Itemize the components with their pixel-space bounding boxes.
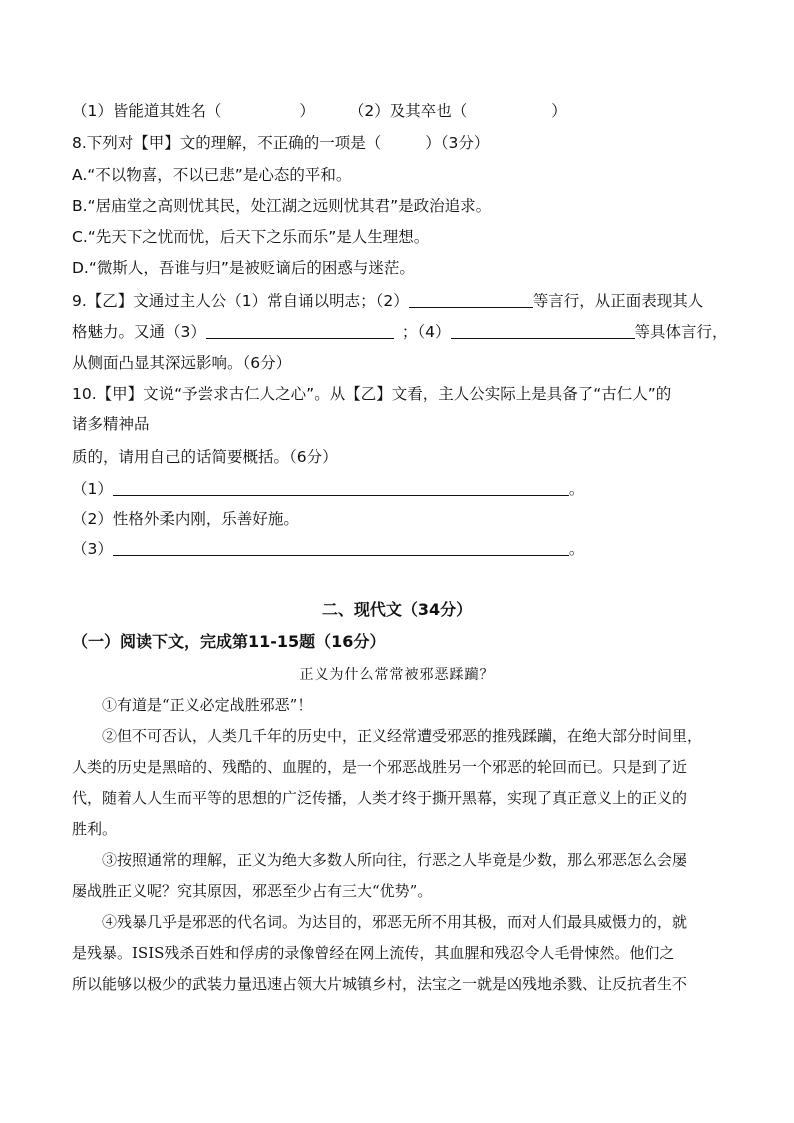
paragraph-line: 所以能够以极少的武装力量迅速占领大片城镇乡村，法宝之一就是凶残地杀戮、让反抗者生不: [72, 975, 688, 993]
paragraph-line: ②但不可否认，人类几千年的历史中，正义经常遭受邪恶的推残蹂躏，在绝大部分时间里，: [102, 727, 703, 745]
q7-part1-label: （1）皆能道其姓名（: [72, 102, 222, 120]
q9-blank-2[interactable]: [409, 291, 533, 308]
q8-option-c: C.“先天下之忧而忧，后天下之乐而乐”是人生理想。: [72, 228, 430, 246]
article-paragraph-2: [72, 721, 722, 845]
q9-blank-4[interactable]: [451, 322, 635, 339]
article-paragraph-3: [72, 845, 722, 907]
paragraph-line: ③按照通常的理解，正义为绝大多数人所向往，行恶之人毕竟是少数，那么邪恶怎么会屡: [102, 851, 688, 869]
article-title: 正义为什么常常被邪恶蹂躏？: [299, 667, 495, 683]
q10-line3: 质的，请用自己的话简要概括。（6分）: [72, 448, 338, 466]
q10-item2: （2）性格外柔内刚，乐善好施。: [72, 510, 299, 528]
q9-line2: 格魅力。又通（3） ；（4） 等具体言行，: [72, 323, 728, 341]
article-paragraph-1: [72, 690, 722, 721]
paragraph-line: 屡战胜正义呢？究其原因，邪恶至少占有三大“优势”。: [72, 882, 433, 900]
section-subtitle: （一）阅读下文，完成第11-15题（16分）: [72, 632, 386, 651]
paragraph-line: ④残暴几乎是邪恶的代名词。为达目的，邪恶无所不用其极，而对人们最具威慑力的，就: [102, 913, 688, 931]
q10-item3: （3） 。: [72, 540, 585, 558]
paragraph-line: 是残暴。ISIS残杀百姓和俘虏的录像曾经在网上流传，其血腥和残忍令人毛骨悚然。他们之: [72, 944, 675, 962]
paragraph-line: 代，随着人人生而平等的思想的广泛传播，人类才终于撕开黑幕，实现了真正意义上的正义的: [72, 789, 688, 807]
q8-option-b: B.“居庙堂之高则忧其民，处江湖之远则忧其君”是政治追求。: [72, 197, 492, 215]
q10-line1: 10.【甲】文说“予尝求古仁人之心”。从【乙】文看，主人公实际上是具备了“古仁人”的: [72, 385, 672, 403]
q10-blank-3[interactable]: [113, 539, 569, 556]
q7-line: [72, 100, 567, 122]
paragraph-line: ①有道是“正义必定战胜邪恶”！: [102, 696, 313, 714]
q10-blank-1[interactable]: [113, 479, 569, 496]
q9-line3: 从侧面凸显其深远影响。（6分）: [72, 354, 292, 372]
q7-part2-label: （2）及其卒也（: [348, 102, 468, 120]
q9-line1: 9.【乙】文通过主人公（1）常自诵以明志；（2） 等言行，从正面表现其人: [72, 292, 704, 310]
q10-item1: （1） 。: [72, 480, 585, 498]
q8-option-a: A.“不以物喜，不以已悲”是心态的平和。: [72, 166, 352, 184]
q7-part1-close: ）: [299, 102, 315, 120]
article-paragraph-4: [72, 907, 722, 1000]
q10-line2: 诸多精神品: [72, 415, 150, 433]
q8-option-d: D.“微斯人，吾谁与归”是被贬谪后的困惑与迷茫。: [72, 259, 415, 277]
paragraph-line: 人类的历史是黑暗的、残酷的、血腥的，是一个邪恶战胜另一个邪恶的轮回而已。只是到了近: [72, 758, 688, 776]
q8-stem: 8.下列对【甲】文的理解，不正确的一项是（ ）（3分）: [72, 134, 490, 152]
section-title: 二、现代文（34分）: [321, 600, 473, 619]
paragraph-line: 胜利。: [72, 820, 118, 838]
q7-part2-close: ）: [551, 102, 567, 120]
q9-blank-3[interactable]: [206, 322, 394, 339]
